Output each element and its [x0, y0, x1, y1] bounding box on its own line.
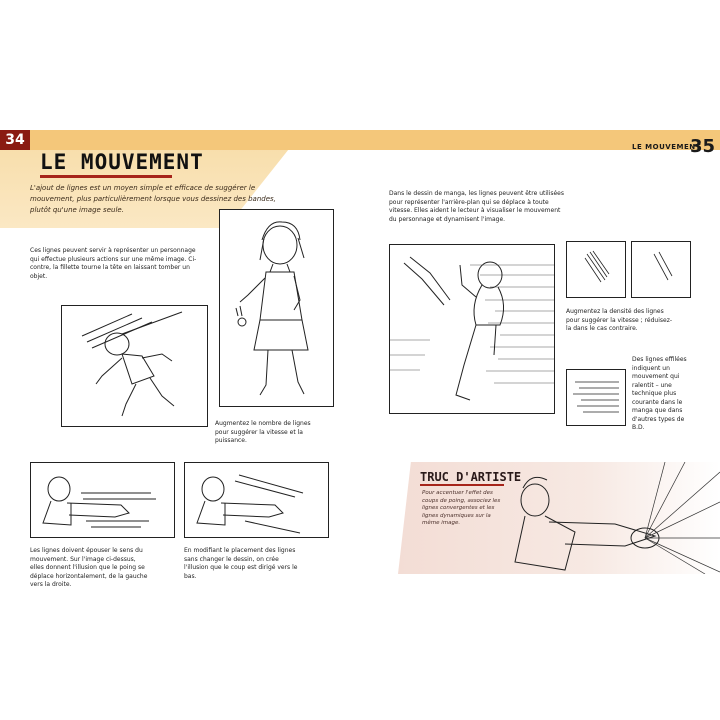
artist-tip-underline	[420, 484, 504, 486]
dense-lines-panel	[566, 241, 626, 298]
artist-tip-illustration	[505, 462, 720, 574]
caption-background: Dans le dessin de manga, les lignes peuvent être utilisées pour représenter l'arrière-plan qui se déplace à toute vitesse. Elles aident le lecteur à visualiser le mouvement du personnage et dynamisent l'image.	[389, 190, 564, 223]
intro-paragraph: L'ajout de lignes est un moyen simple et efficace de suggérer le mouvement, plus particulièrement lorsque vous dessinez des bandes, plutôt qu'une image seule.	[30, 184, 276, 214]
sparse-lines-panel	[631, 241, 691, 298]
tapered-lines-panel	[566, 369, 626, 426]
punch-downward-illustration	[184, 462, 329, 538]
running-head: LE MOUVEMENT	[632, 143, 701, 151]
caption-girl: Ces lignes peuvent servir à représenter un personnage qui effectue plusieurs actions sur une même image. Ci-contre, la fillette tourne la tête en laissant tomber un objet.	[30, 247, 197, 280]
caption-punch-right: En modifiant le placement des lignes sans changer le dessin, on crée l'illusion que le coup est dirigé vers le bas.	[184, 547, 298, 580]
caption-punch-left: Les lignes doivent épouser le sens du mouvement. Sur l'image ci-dessus, elles donnent l'illusion que le poing se déplace horizontalement, de la gauche vers la droite.	[30, 547, 148, 588]
header-band	[0, 130, 720, 150]
kick-illustration	[389, 244, 555, 414]
girl-illustration	[219, 209, 334, 407]
boy-running-illustration	[61, 305, 208, 427]
caption-lines-count: Augmentez le nombre de lignes pour suggérer la vitesse et la puissance.	[215, 420, 311, 444]
caption-tapered: Des lignes effilées indiquent un mouvement qui ralentit – une technique plus courante dans le manga que dans d'autres types de B.D.	[632, 356, 687, 431]
artist-tip-text: Pour accentuer l'effet des coups de poing, associez les lignes convergentes et les lignes dynamiques sur la même image.	[422, 490, 501, 526]
caption-density: Augmentez la densité des lignes pour suggérer la vitesse ; réduisez-la dans le cas contraire.	[566, 308, 673, 332]
artist-tip-title: TRUC D'ARTISTE	[420, 470, 522, 484]
title-underline	[40, 175, 172, 178]
page-title: LE MOUVEMENT	[40, 150, 204, 174]
page-number-right: 35	[690, 136, 716, 157]
punch-horizontal-illustration	[30, 462, 175, 538]
page-number-left: 34	[0, 130, 30, 150]
